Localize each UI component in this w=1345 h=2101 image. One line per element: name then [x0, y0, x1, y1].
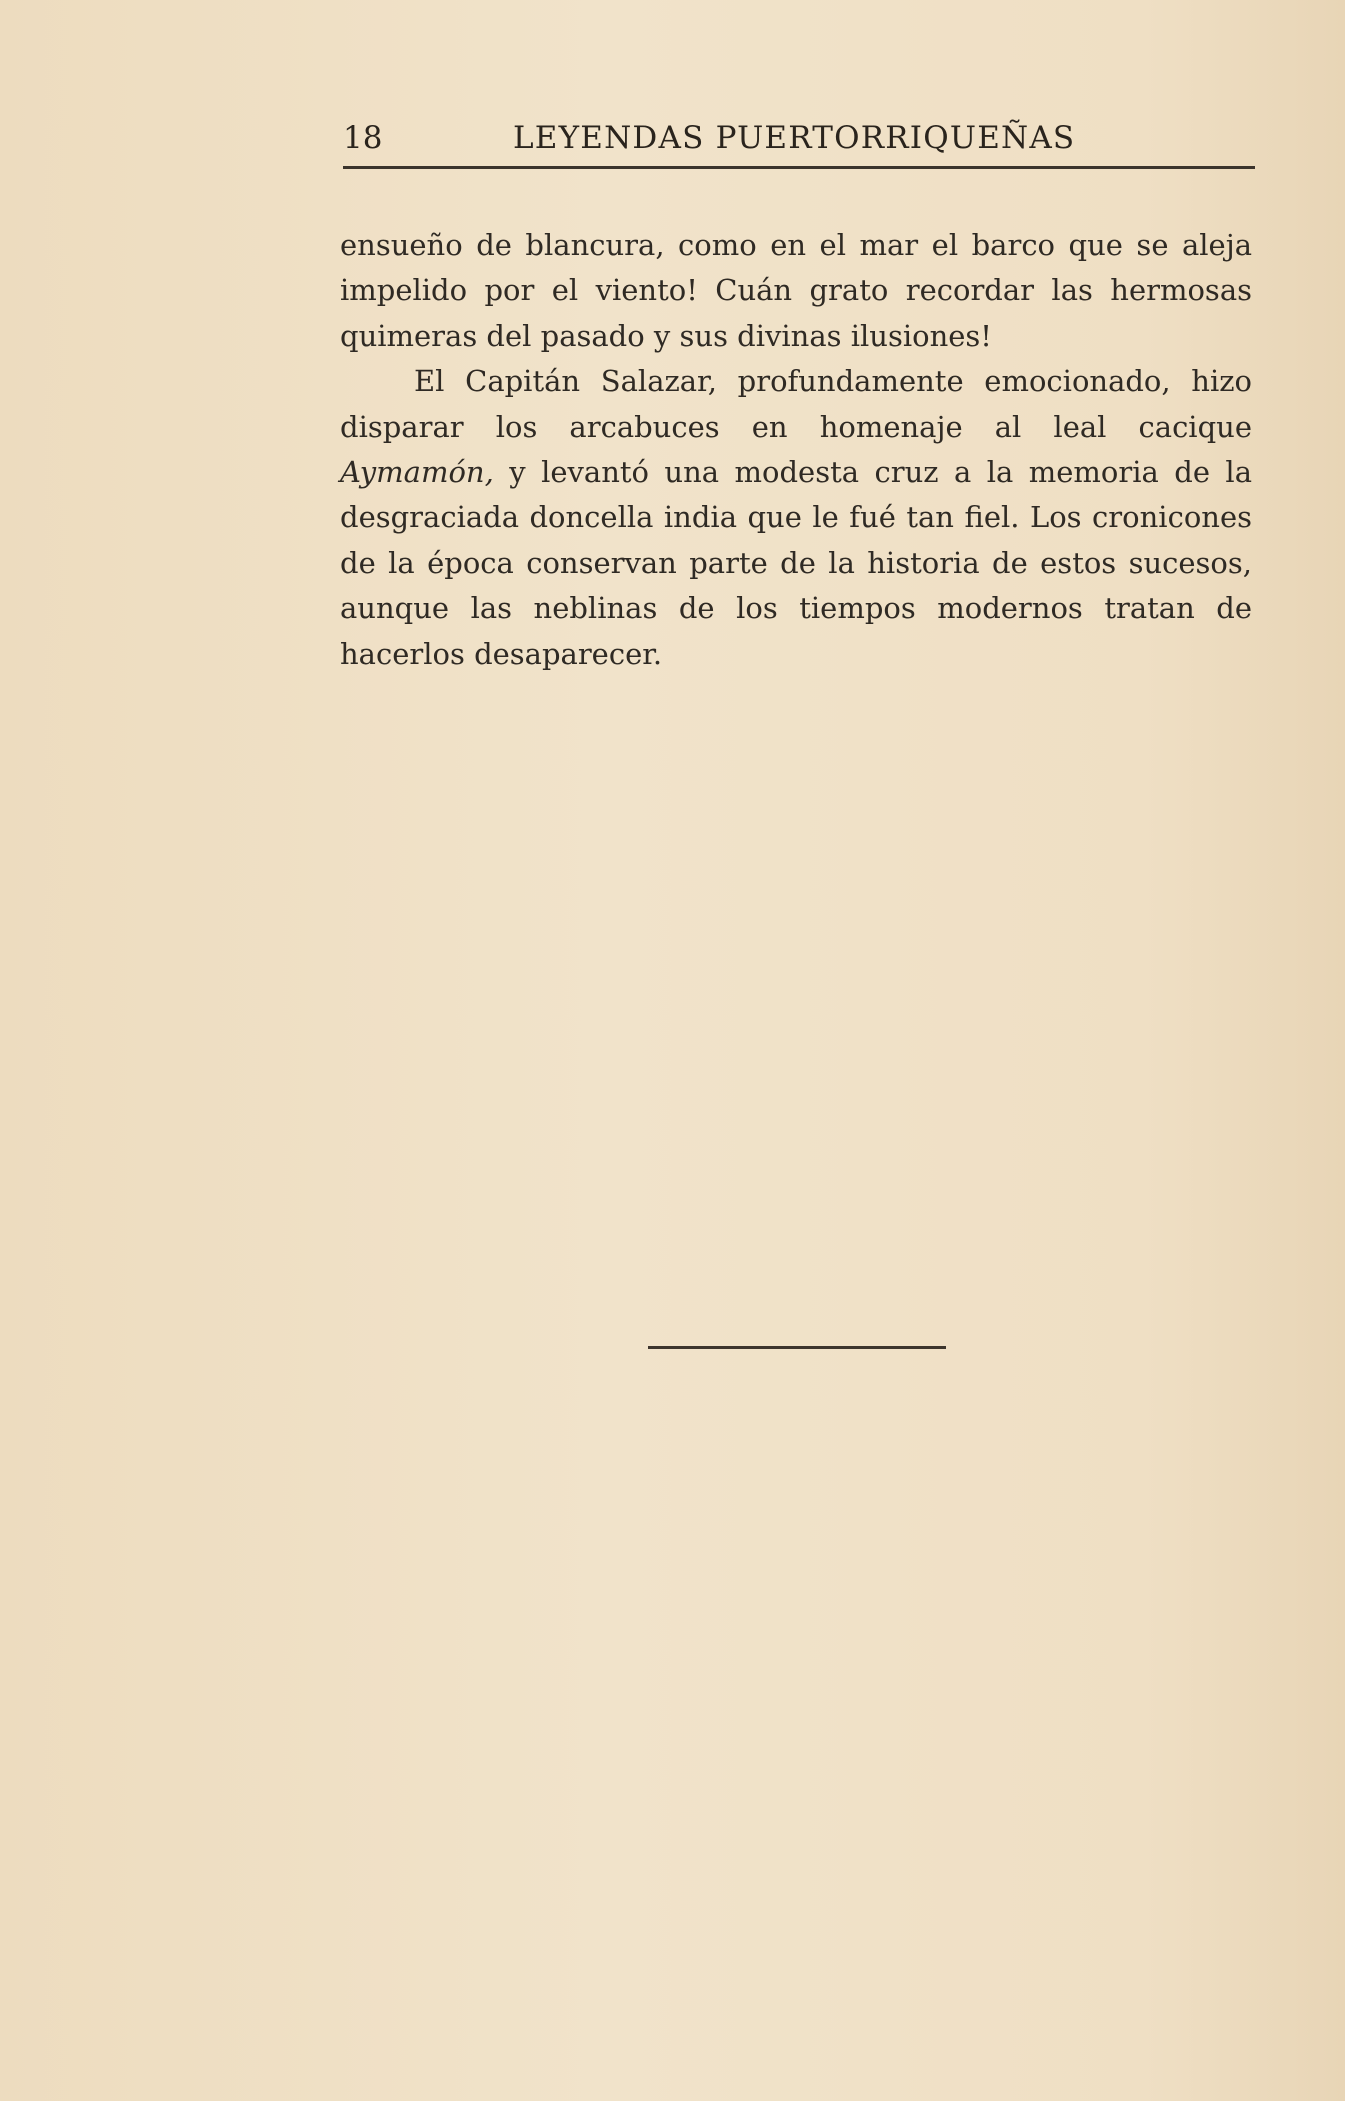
body-text	[340, 223, 1252, 677]
paragraph-salazar	[340, 359, 1252, 677]
page-number: 18	[343, 120, 383, 156]
paragraph-continuation: ensueño de blancura, como en el mar el barco que se aleja impelido por el viento! Cuán grato recordar las hermosas quimeras del pasado y sus divinas ilusiones!	[340, 228, 1252, 353]
paragraph-text-end: y levantó una modesta cruz a la memoria de la desgraciada doncella india que le fué tan fiel. Los cronicones de la época conservan parte de la historia de estos sucesos, aunque las neblinas de los tiempos modernos tratan de hacerlos desaparecer.	[340, 455, 1252, 671]
header-rule	[343, 166, 1255, 169]
running-title: LEYENDAS PUERTORRIQUEÑAS	[513, 120, 1076, 156]
paragraph-text-start: El Capitán Salazar, profundamente emocionado, hizo disparar los arcabuces en homenaje al leal cacique	[340, 364, 1252, 444]
end-rule	[648, 1346, 946, 1349]
cacique-name: Aymamón,	[340, 455, 494, 490]
page-header	[343, 118, 1255, 162]
